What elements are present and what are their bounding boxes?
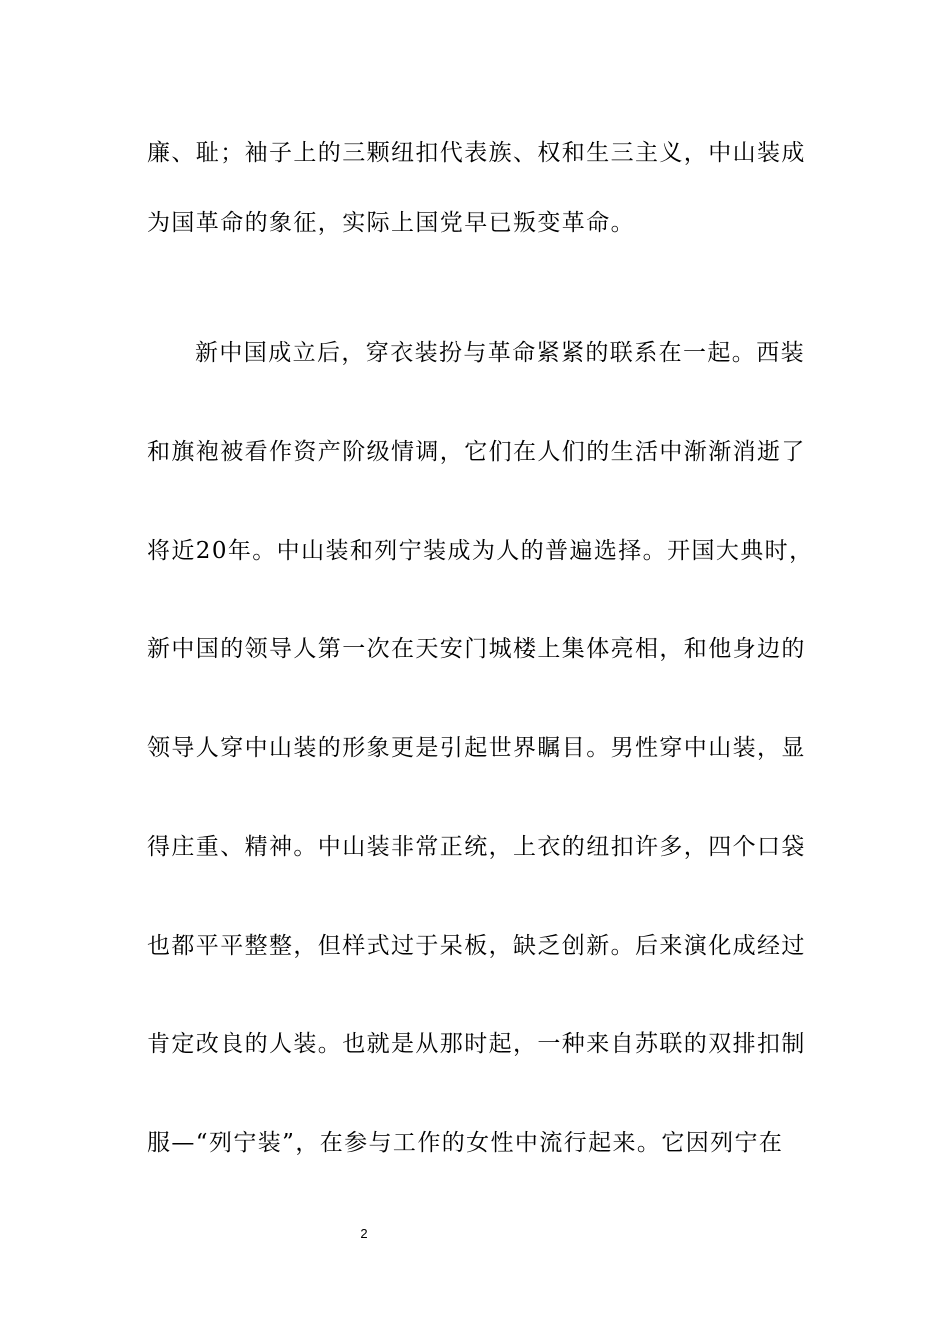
text-line-3: 新中国成立后，穿衣装扮与革命紧紧的联系在一起。西装 bbox=[195, 340, 805, 366]
text-line-5: 将近20年。中山装和列宁装成为人的普遍选择。开国大典时， bbox=[147, 538, 814, 564]
text-line-4: 和旗袍被看作资产阶级情调，它们在人们的生活中渐渐消逝了 bbox=[147, 439, 806, 465]
text-line-6: 新中国的领导人第一次在天安门城楼上集体亮相，和他身边的 bbox=[147, 636, 806, 662]
text-line-8: 得庄重、精神。中山装非常正统，上衣的纽扣许多，四个口袋 bbox=[147, 834, 806, 860]
text-line-11: 服—“列宁装”，在参与工作的女性中流行起来。它因列宁在 bbox=[147, 1130, 784, 1156]
text-line-1: 廉、耻；袖子上的三颗纽扣代表族、权和生三主义，中山装成 bbox=[147, 140, 806, 166]
page-number: 2 bbox=[360, 1226, 368, 1241]
text-line-10: 肯定改良的人装。也就是从那时起，一种来自苏联的双排扣制 bbox=[147, 1031, 806, 1057]
text-line-2: 为国革命的象征，实际上国党早已叛变革命。 bbox=[147, 210, 635, 236]
text-line-7: 领导人穿中山装的形象更是引起世界瞩目。男性穿中山装，显 bbox=[147, 735, 806, 761]
text-line-9: 也都平平整整，但样式过于呆板，缺乏创新。后来演化成经过 bbox=[147, 933, 806, 959]
